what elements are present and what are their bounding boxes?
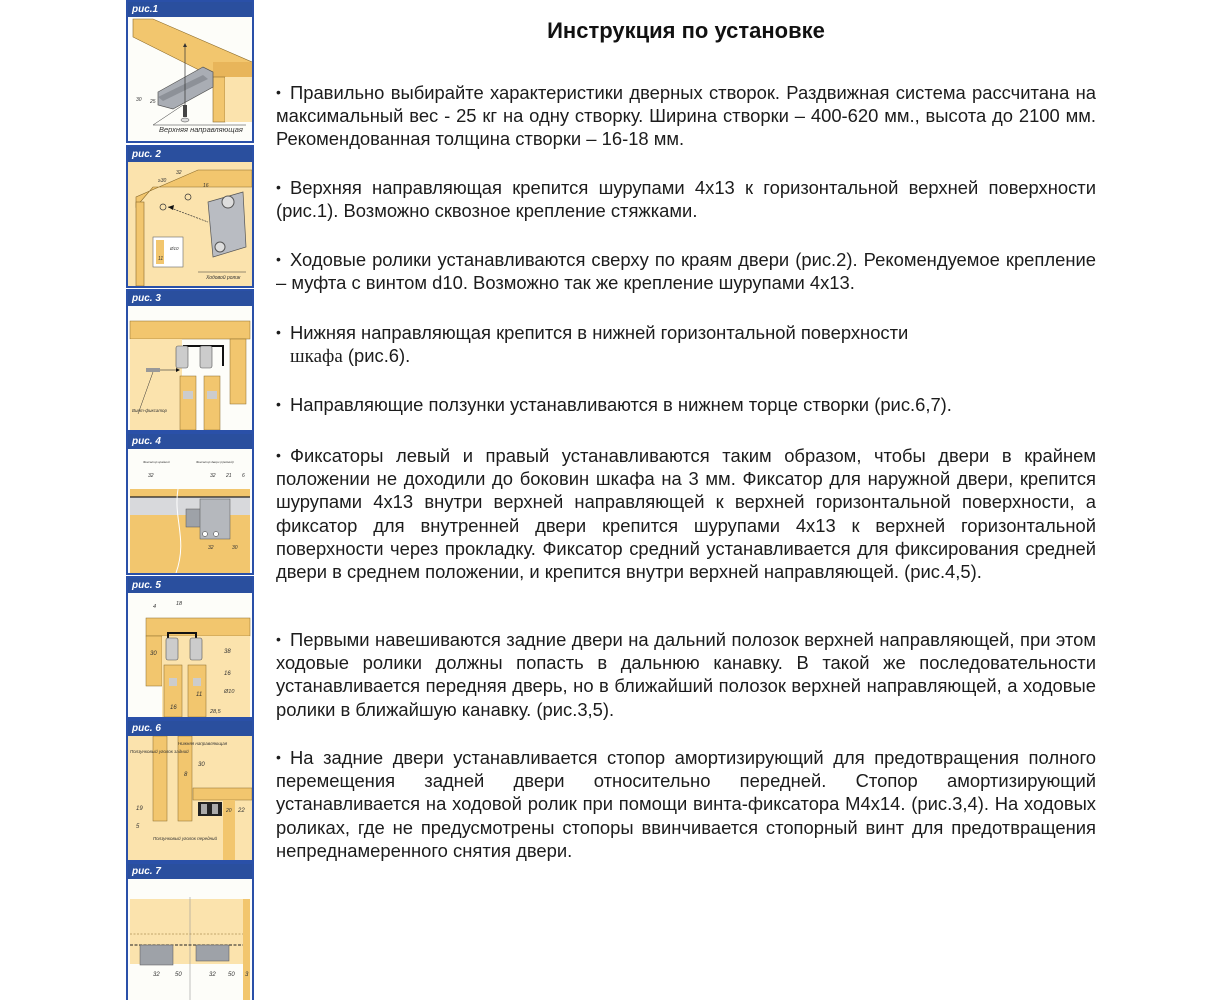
figure-label: рис. 4 xyxy=(128,434,252,449)
svg-text:32: 32 xyxy=(148,473,154,479)
svg-text:18: 18 xyxy=(176,601,183,607)
figure-label: рис. 7 xyxy=(128,864,252,879)
paragraph-text: На задние двери устанавливается стопор амортизирующий для предотвращения полного перемещения задней двери относительно передней. Стопор амортизирующий устанавливается на ходовой ролик при помощи винта-фиксатора М4х14. (рис.3,4). На ходовых роликах, где не предусмотрены стопоры ввинчивается стопорный винт для предотвращения непреднамеренного снятия двери. xyxy=(276,747,1096,861)
figure-2-caption: Ходовой ролик xyxy=(206,275,241,281)
paragraph-text: Направляющие ползунки устанавливаются в нижнем торце створки (рис.6,7). xyxy=(290,394,952,415)
svg-text:8: 8 xyxy=(184,772,188,778)
figure-4-drawing xyxy=(128,449,252,573)
svg-text:38: 38 xyxy=(224,649,231,655)
instruction-paragraph xyxy=(276,393,1096,416)
figure-1 xyxy=(126,0,254,143)
paragraph-text: Верхняя направляющая крепится шурупами 4х13 к горизонтальной верхней поверхности (рис.1). Возможно сквозное крепление стяжками. xyxy=(276,177,1096,222)
svg-text:21: 21 xyxy=(226,473,232,479)
figure-4-caption-right: Фиксатор двери (средний) xyxy=(196,460,234,464)
figure-label: рис. 3 xyxy=(128,291,252,306)
svg-text:32: 32 xyxy=(176,170,182,176)
figure-label: рис. 5 xyxy=(128,578,252,593)
figure-6-caption-front: Ползунковый уголок передний xyxy=(153,836,218,841)
paragraph-text: Правильно выбирайте характеристики дверных створок. Раздвижная система рассчитана на максимальный вес - 25 кг на одну створку. Ширина створки – 400-620 мм., высота до 2100 мм. Рекомендованная толщина створки – 16-18 мм. xyxy=(276,82,1096,150)
svg-text:Ø10: Ø10 xyxy=(224,689,235,695)
svg-text:22: 22 xyxy=(238,808,245,814)
figure-6-caption-top: Нижняя направляющая xyxy=(178,741,228,746)
svg-text:16: 16 xyxy=(203,183,209,189)
bullet-icon: • xyxy=(276,84,281,100)
svg-text:Ø10: Ø10 xyxy=(170,246,179,251)
figure-3-drawing xyxy=(128,306,252,430)
page-title: Инструкция по установке xyxy=(547,18,825,43)
svg-text:11: 11 xyxy=(196,692,203,698)
figure-4 xyxy=(126,432,254,575)
instruction-paragraph xyxy=(276,628,1096,721)
bullet-icon: • xyxy=(276,749,281,765)
svg-text:6: 6 xyxy=(242,473,245,479)
svg-text:32: 32 xyxy=(208,545,214,551)
svg-text:32: 32 xyxy=(210,473,216,479)
paragraph-text: Первыми навешиваются задние двери на дальний полозок верхней направляющей, при этом ходовые ролики должны попасть в дальнюю канавку. В такой же последовательности устанавливается передняя дверь, но в ближайший полозок верхней направляющей, а ходовые ролики в ближайшую канавку. (рис.3,5). xyxy=(276,629,1096,720)
figure-column xyxy=(126,0,254,1000)
instruction-paragraph xyxy=(276,321,1016,368)
instruction-paragraph xyxy=(276,81,1096,151)
svg-text:50: 50 xyxy=(175,972,182,978)
svg-text:32: 32 xyxy=(209,972,216,978)
svg-text:25: 25 xyxy=(150,99,156,105)
svg-text:16: 16 xyxy=(224,671,231,677)
svg-text:32: 32 xyxy=(153,972,160,978)
figure-5-drawing xyxy=(128,593,252,717)
figure-6 xyxy=(126,719,254,862)
instruction-paragraph xyxy=(276,248,1096,294)
bullet-icon: • xyxy=(276,251,281,267)
figure-1-drawing xyxy=(128,17,252,141)
instruction-paragraph xyxy=(276,176,1096,222)
svg-text:30: 30 xyxy=(150,651,157,657)
svg-text:16: 16 xyxy=(170,705,177,711)
figure-7-drawing xyxy=(128,879,252,1000)
svg-text:30: 30 xyxy=(232,545,238,551)
bullet-icon: • xyxy=(276,396,281,412)
figure-3 xyxy=(126,289,254,432)
bullet-icon: • xyxy=(276,324,281,340)
svg-text:3: 3 xyxy=(245,972,249,978)
svg-text:4: 4 xyxy=(153,604,157,610)
svg-text:28,5: 28,5 xyxy=(210,709,221,715)
svg-text:5: 5 xyxy=(136,824,140,830)
svg-text:≥30: ≥30 xyxy=(158,178,167,184)
figure-label: рис. 6 xyxy=(128,721,252,736)
figure-6-drawing xyxy=(128,736,252,860)
figure-6-caption-back: Ползунковый уголок задний xyxy=(130,749,189,754)
paragraph-text-tail: (рис.6). xyxy=(342,345,411,367)
svg-text:30: 30 xyxy=(136,97,142,103)
paragraph-text-serif: шкафа xyxy=(290,346,343,368)
instruction-paragraph xyxy=(276,444,1096,583)
figure-5 xyxy=(126,576,254,719)
paragraph-text: Нижняя направляющая крепится в нижней горизонтальной поверхности xyxy=(290,322,909,343)
figure-label: рис. 2 xyxy=(128,147,252,162)
bullet-icon: • xyxy=(276,631,281,647)
bullet-icon: • xyxy=(276,447,281,463)
figure-7 xyxy=(126,862,254,1000)
paragraph-text: Ходовые ролики устанавливаются сверху по краям двери (рис.2). Рекомендуемое крепление – муфта с винтом d10. Возможно так же крепление шурупами 4х13. xyxy=(276,249,1096,294)
svg-text:50: 50 xyxy=(228,972,235,978)
bullet-icon: • xyxy=(276,179,281,195)
paragraph-text: Фиксаторы левый и правый устанавливаются таким образом, чтобы двери в крайнем положении не доходили до боковин шкафа на 3 мм. Фиксатор для наружной двери, крепится шурупами 4х13 внутри верхней направляющей к верхней горизонтальной поверхности, а фиксатор для внутренней двери крепится шурупами 4х13 к верхней горизонтальной поверхности через прокладку. Фиксатор средний устанавливается для фиксирования средней двери в среднем положении, и крепится внутри верхней направляющей. (рис.4,5). xyxy=(276,445,1096,583)
figure-4-caption-left: Фиксатор крайний xyxy=(143,460,170,464)
figure-label: рис.1 xyxy=(128,2,252,17)
svg-text:20: 20 xyxy=(226,808,232,814)
figure-1-caption: Верхняя направляющая xyxy=(159,125,243,134)
instruction-paragraph xyxy=(276,746,1096,862)
svg-text:30: 30 xyxy=(198,762,205,768)
svg-text:11: 11 xyxy=(158,256,164,262)
figure-2 xyxy=(126,145,254,288)
figure-3-caption: Винт-фиксатор xyxy=(132,408,168,413)
svg-text:19: 19 xyxy=(136,806,143,812)
figure-2-drawing xyxy=(128,162,252,286)
